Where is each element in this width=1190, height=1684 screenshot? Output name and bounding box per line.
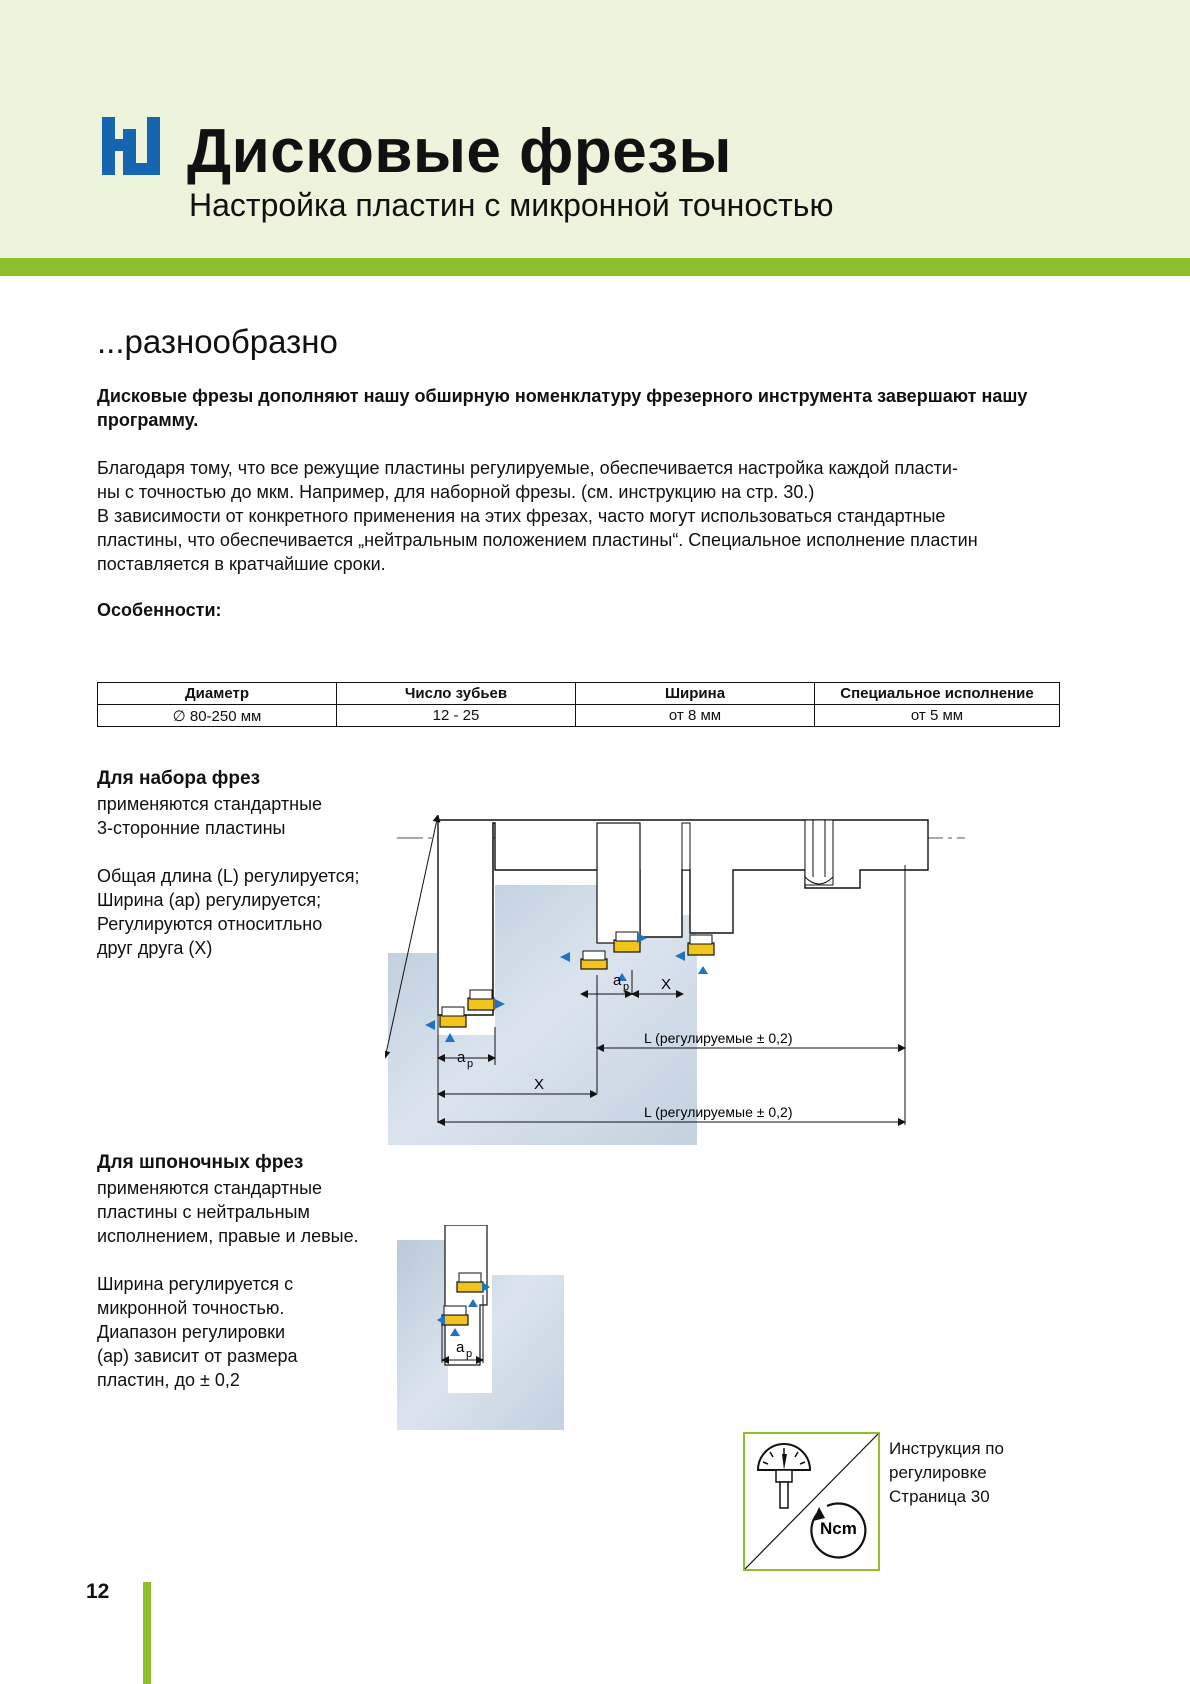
ap-label: a [457,1049,466,1066]
l-label: L (регулируемые ± 0,2) [644,1030,793,1046]
text-line: друг друга (X) [97,938,213,958]
features-label: Особенности: [97,600,222,620]
body-line: пластины, что обеспечивается „нейтральным положением пластины“. Специальное исполнение пластин [97,530,978,550]
text-line: применяются стандартные [97,1178,323,1198]
cutter-body [445,1225,487,1365]
table-cell: от 8 мм [576,705,815,727]
text-line: пластины с нейтральным [97,1202,310,1222]
set-cutters-heading: Для набора фрез [97,768,261,789]
specs-table [97,682,1060,727]
body-line: Благодаря тому, что все режущие пластины регулируемые, обеспечивается настройка каждой пласти- [97,458,958,478]
set-cutters-adjustments [97,864,417,960]
page-bar [143,1582,151,1684]
table-cell: от 5 мм [815,705,1060,727]
ap-label: a [613,972,622,989]
set-cutters-text [97,792,397,840]
text-line: исполнением, правые и левые. [97,1226,359,1246]
ap-sub-label: p [466,1348,473,1360]
company-logo-icon [102,117,162,175]
table-cell: ∅ 80-250 мм [98,705,337,727]
page-number: 12 [86,1580,110,1603]
text-line: Инструкция по [889,1439,1004,1458]
torque-label: Ncm [820,1519,857,1538]
instructions-note[interactable] [889,1437,1049,1509]
key-cutters-text [97,1176,397,1248]
column-header: Ширина [576,683,815,705]
text-line: Ширина (ар) регулируется; [97,890,322,910]
body-line: ны с точностью до мкм. Например, для наборной фрезы. (см. инструкцию на стр. 30.) [97,482,815,502]
x-label: X [534,1076,545,1093]
text-line: Регулируются относитльно [97,914,323,934]
text-line: пластин, до ± 0,2 [97,1370,240,1390]
x-label: X [661,976,672,993]
text-line: (ар) зависит от размера [97,1346,298,1366]
key-cutters-adjustments [97,1272,397,1392]
text-line: 3-сторонние пластины [97,818,286,838]
column-header: Специальное исполнение [815,683,1060,705]
table-row [98,705,1060,727]
ap-sub-label: p [623,981,630,993]
column-header: Диаметр [98,683,337,705]
set-cutter-diagram [385,815,970,1145]
page-subtitle: Настройка пластин с микронной точностью [189,187,834,223]
column-header: Число зубьев [337,683,576,705]
torque-gauge-icon [743,1432,880,1571]
body-paragraph [97,456,1087,576]
body-line: В зависимости от конкретного применения на этих фрезах, часто могут использоваться стандартные [97,506,946,526]
text-line: Ширина регулируется с [97,1274,294,1294]
table-header-row [98,683,1060,705]
text-line: Диапазон регулировки [97,1322,286,1342]
header-rule [0,258,1190,276]
page-title: Дисковые фрезы [187,117,732,186]
section-heading: ...разнообразно [97,323,338,360]
intro-paragraph: Дисковые фрезы дополняют нашу обширную номенклатуру фрезерного инструмента завершают нашу программу. [97,386,1028,430]
text-line: применяются стандартные [97,794,323,814]
table-cell: 12 - 25 [337,705,576,727]
text-line: регулировке [889,1463,987,1482]
ap-label: a [456,1339,465,1356]
text-line: микронной точностью. [97,1298,285,1318]
ap-sub-label: p [467,1058,474,1070]
l-label: L (регулируемые ± 0,2) [644,1104,793,1120]
key-cutter-diagram [392,1225,567,1430]
text-line: Страница 30 [889,1487,990,1506]
text-line: Общая длина (L) регулируется; [97,866,360,886]
body-line: поставляется в кратчайшие сроки. [97,554,386,574]
key-cutters-heading: Для шпоночных фрез [97,1152,304,1173]
